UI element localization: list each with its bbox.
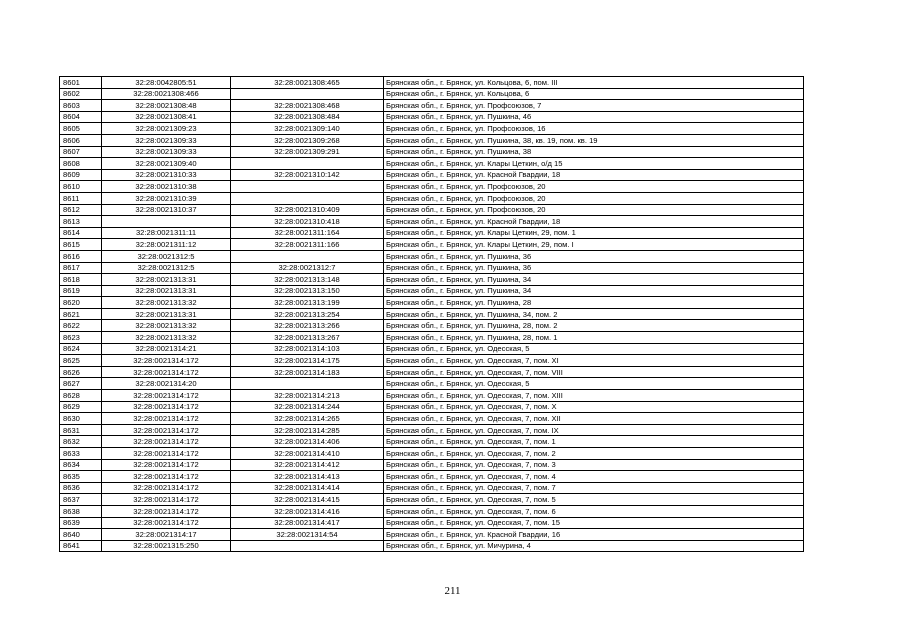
building-cadastral-number-cell: 32:28:0021314:415 bbox=[231, 494, 384, 506]
address-cell: Брянская обл., г. Брянск, ул. Одесская, 5 bbox=[384, 378, 804, 390]
building-cadastral-number-cell bbox=[231, 540, 384, 552]
parcel-cadastral-number-cell bbox=[102, 216, 231, 228]
parcel-cadastral-number-cell: 32:28:0021308:466 bbox=[102, 88, 231, 100]
table-row bbox=[60, 100, 804, 112]
row-number-cell: 8635 bbox=[60, 471, 102, 483]
address-cell: Брянская обл., г. Брянск, ул. Одесская, 7, пом. IX bbox=[384, 424, 804, 436]
parcel-cadastral-number-cell: 32:28:0021313:32 bbox=[102, 297, 231, 309]
building-cadastral-number-cell: 32:28:0021314:416 bbox=[231, 505, 384, 517]
building-cadastral-number-cell: 32:28:0021311:166 bbox=[231, 239, 384, 251]
address-cell: Брянская обл., г. Брянск, ул. Профсоюзов, 20 bbox=[384, 192, 804, 204]
parcel-cadastral-number-cell: 32:28:0021312:5 bbox=[102, 250, 231, 262]
table-row bbox=[60, 297, 804, 309]
row-number-cell: 8639 bbox=[60, 517, 102, 529]
table-row bbox=[60, 192, 804, 204]
table-row bbox=[60, 413, 804, 425]
row-number-cell: 8605 bbox=[60, 123, 102, 135]
address-cell: Брянская обл., г. Брянск, ул. Одесская, 7, пом. X bbox=[384, 401, 804, 413]
row-number-cell: 8607 bbox=[60, 146, 102, 158]
building-cadastral-number-cell: 32:28:0021313:199 bbox=[231, 297, 384, 309]
building-cadastral-number-cell: 32:28:0021314:175 bbox=[231, 355, 384, 367]
address-cell: Брянская обл., г. Брянск, ул. Кольцова, 6, пом. III bbox=[384, 77, 804, 89]
parcel-cadastral-number-cell: 32:28:0021314:172 bbox=[102, 355, 231, 367]
address-cell: Брянская обл., г. Брянск, ул. Профсоюзов, 16 bbox=[384, 123, 804, 135]
building-cadastral-number-cell: 32:28:0021314:265 bbox=[231, 413, 384, 425]
parcel-cadastral-number-cell: 32:28:0021310:38 bbox=[102, 181, 231, 193]
parcel-cadastral-number-cell: 32:28:0021313:31 bbox=[102, 285, 231, 297]
building-cadastral-number-cell: 32:28:0021314:406 bbox=[231, 436, 384, 448]
table-row bbox=[60, 239, 804, 251]
row-number-cell: 8614 bbox=[60, 227, 102, 239]
parcel-cadastral-number-cell: 32:28:0021312:5 bbox=[102, 262, 231, 274]
parcel-cadastral-number-cell: 32:28:0021314:172 bbox=[102, 471, 231, 483]
parcel-cadastral-number-cell: 32:28:0021314:172 bbox=[102, 436, 231, 448]
table-row bbox=[60, 401, 804, 413]
row-number-cell: 8626 bbox=[60, 366, 102, 378]
row-number-cell: 8640 bbox=[60, 529, 102, 541]
row-number-cell: 8602 bbox=[60, 88, 102, 100]
row-number-cell: 8634 bbox=[60, 459, 102, 471]
table-row bbox=[60, 482, 804, 494]
parcel-cadastral-number-cell: 32:28:0021309:33 bbox=[102, 134, 231, 146]
row-number-cell: 8625 bbox=[60, 355, 102, 367]
row-number-cell: 8617 bbox=[60, 262, 102, 274]
parcel-cadastral-number-cell: 32:28:0021315:250 bbox=[102, 540, 231, 552]
table-row bbox=[60, 505, 804, 517]
parcel-cadastral-number-cell: 32:28:0021308:41 bbox=[102, 111, 231, 123]
parcel-cadastral-number-cell: 32:28:0021313:32 bbox=[102, 320, 231, 332]
building-cadastral-number-cell bbox=[231, 181, 384, 193]
parcel-cadastral-number-cell: 32:28:0021309:33 bbox=[102, 146, 231, 158]
parcel-cadastral-number-cell: 32:28:0021314:172 bbox=[102, 459, 231, 471]
table-row bbox=[60, 390, 804, 402]
table-row bbox=[60, 308, 804, 320]
parcel-cadastral-number-cell: 32:28:0021309:40 bbox=[102, 158, 231, 170]
building-cadastral-number-cell: 32:28:0021314:183 bbox=[231, 366, 384, 378]
building-cadastral-number-cell: 32:28:0021312:7 bbox=[231, 262, 384, 274]
building-cadastral-number-cell: 32:28:0021314:103 bbox=[231, 343, 384, 355]
registry-table bbox=[59, 76, 804, 552]
address-cell: Брянская обл., г. Брянск, ул. Красной Гвардии, 18 bbox=[384, 169, 804, 181]
table-row bbox=[60, 529, 804, 541]
table-row bbox=[60, 77, 804, 89]
address-cell: Брянская обл., г. Брянск, ул. Кольцова, 6 bbox=[384, 88, 804, 100]
address-cell: Брянская обл., г. Брянск, ул. Одесская, 7, пом. 5 bbox=[384, 494, 804, 506]
row-number-cell: 8618 bbox=[60, 274, 102, 286]
address-cell: Брянская обл., г. Брянск, ул. Одесская, 5 bbox=[384, 343, 804, 355]
table-row bbox=[60, 471, 804, 483]
table-row bbox=[60, 517, 804, 529]
parcel-cadastral-number-cell: 32:28:0021314:21 bbox=[102, 343, 231, 355]
address-cell: Брянская обл., г. Брянск, ул. Пушкина, 28, пом. 2 bbox=[384, 320, 804, 332]
row-number-cell: 8606 bbox=[60, 134, 102, 146]
building-cadastral-number-cell: 32:28:0021314:244 bbox=[231, 401, 384, 413]
row-number-cell: 8633 bbox=[60, 448, 102, 460]
parcel-cadastral-number-cell: 32:28:0021313:32 bbox=[102, 332, 231, 344]
building-cadastral-number-cell: 32:28:0021314:54 bbox=[231, 529, 384, 541]
building-cadastral-number-cell: 32:28:0021313:150 bbox=[231, 285, 384, 297]
row-number-cell: 8621 bbox=[60, 308, 102, 320]
parcel-cadastral-number-cell: 32:28:0021314:17 bbox=[102, 529, 231, 541]
table-row bbox=[60, 448, 804, 460]
building-cadastral-number-cell: 32:28:0021313:254 bbox=[231, 308, 384, 320]
parcel-cadastral-number-cell: 32:28:0021314:172 bbox=[102, 517, 231, 529]
row-number-cell: 8636 bbox=[60, 482, 102, 494]
table-row bbox=[60, 285, 804, 297]
building-cadastral-number-cell: 32:28:0021311:164 bbox=[231, 227, 384, 239]
table-row bbox=[60, 158, 804, 170]
building-cadastral-number-cell bbox=[231, 250, 384, 262]
building-cadastral-number-cell: 32:28:0021310:418 bbox=[231, 216, 384, 228]
table-row bbox=[60, 227, 804, 239]
parcel-cadastral-number-cell: 32:28:0021311:12 bbox=[102, 239, 231, 251]
building-cadastral-number-cell bbox=[231, 192, 384, 204]
building-cadastral-number-cell: 32:28:0021308:484 bbox=[231, 111, 384, 123]
parcel-cadastral-number-cell: 32:28:0021310:37 bbox=[102, 204, 231, 216]
parcel-cadastral-number-cell: 32:28:0021310:39 bbox=[102, 192, 231, 204]
parcel-cadastral-number-cell: 32:28:0021310:33 bbox=[102, 169, 231, 181]
building-cadastral-number-cell: 32:28:0021309:268 bbox=[231, 134, 384, 146]
table-row bbox=[60, 320, 804, 332]
address-cell: Брянская обл., г. Брянск, ул. Пушкина, 28, пом. 1 bbox=[384, 332, 804, 344]
parcel-cadastral-number-cell: 32:28:0021314:172 bbox=[102, 505, 231, 517]
building-cadastral-number-cell: 32:28:0021309:291 bbox=[231, 146, 384, 158]
building-cadastral-number-cell: 32:28:0021314:213 bbox=[231, 390, 384, 402]
row-number-cell: 8637 bbox=[60, 494, 102, 506]
address-cell: Брянская обл., г. Брянск, ул. Одесская, 7, пом. XI bbox=[384, 355, 804, 367]
parcel-cadastral-number-cell: 32:28:0021314:172 bbox=[102, 424, 231, 436]
row-number-cell: 8612 bbox=[60, 204, 102, 216]
parcel-cadastral-number-cell: 32:28:0021313:31 bbox=[102, 308, 231, 320]
table-row bbox=[60, 123, 804, 135]
building-cadastral-number-cell: 32:28:0021314:414 bbox=[231, 482, 384, 494]
parcel-cadastral-number-cell: 32:28:0021314:172 bbox=[102, 448, 231, 460]
building-cadastral-number-cell: 32:28:0021314:413 bbox=[231, 471, 384, 483]
building-cadastral-number-cell: 32:28:0021310:409 bbox=[231, 204, 384, 216]
building-cadastral-number-cell: 32:28:0021314:410 bbox=[231, 448, 384, 460]
table-row bbox=[60, 88, 804, 100]
table-row bbox=[60, 436, 804, 448]
address-cell: Брянская обл., г. Брянск, ул. Пушкина, 34, пом. 2 bbox=[384, 308, 804, 320]
table-row bbox=[60, 146, 804, 158]
table-row bbox=[60, 424, 804, 436]
table-row bbox=[60, 262, 804, 274]
row-number-cell: 8616 bbox=[60, 250, 102, 262]
registry-table-body bbox=[60, 77, 804, 552]
table-row bbox=[60, 274, 804, 286]
parcel-cadastral-number-cell: 32:28:0021314:172 bbox=[102, 401, 231, 413]
address-cell: Брянская обл., г. Брянск, ул. Мичурина, 4 bbox=[384, 540, 804, 552]
table-row bbox=[60, 169, 804, 181]
parcel-cadastral-number-cell: 32:28:0021314:172 bbox=[102, 482, 231, 494]
table-row bbox=[60, 343, 804, 355]
building-cadastral-number-cell: 32:28:0021314:285 bbox=[231, 424, 384, 436]
table-row bbox=[60, 494, 804, 506]
row-number-cell: 8603 bbox=[60, 100, 102, 112]
row-number-cell: 8611 bbox=[60, 192, 102, 204]
row-number-cell: 8610 bbox=[60, 181, 102, 193]
building-cadastral-number-cell: 32:28:0021313:266 bbox=[231, 320, 384, 332]
building-cadastral-number-cell bbox=[231, 378, 384, 390]
row-number-cell: 8623 bbox=[60, 332, 102, 344]
building-cadastral-number-cell: 32:28:0021310:142 bbox=[231, 169, 384, 181]
parcel-cadastral-number-cell: 32:28:0021308:48 bbox=[102, 100, 231, 112]
address-cell: Брянская обл., г. Брянск, ул. Одесская, 7, пом. XIII bbox=[384, 390, 804, 402]
building-cadastral-number-cell bbox=[231, 158, 384, 170]
row-number-cell: 8609 bbox=[60, 169, 102, 181]
table-row bbox=[60, 134, 804, 146]
page-number: 211 bbox=[444, 585, 461, 597]
building-cadastral-number-cell: 32:28:0021314:417 bbox=[231, 517, 384, 529]
table-row bbox=[60, 181, 804, 193]
address-cell: Брянская обл., г. Брянск, ул. Одесская, 7, пом. 4 bbox=[384, 471, 804, 483]
row-number-cell: 8630 bbox=[60, 413, 102, 425]
building-cadastral-number-cell bbox=[231, 88, 384, 100]
row-number-cell: 8622 bbox=[60, 320, 102, 332]
address-cell: Брянская обл., г. Брянск, ул. Одесская, 7, пом. VIII bbox=[384, 366, 804, 378]
address-cell: Брянская обл., г. Брянск, ул. Пушкина, 36 bbox=[384, 262, 804, 274]
row-number-cell: 8628 bbox=[60, 390, 102, 402]
address-cell: Брянская обл., г. Брянск, ул. Пушкина, 46 bbox=[384, 111, 804, 123]
row-number-cell: 8638 bbox=[60, 505, 102, 517]
row-number-cell: 8619 bbox=[60, 285, 102, 297]
address-cell: Брянская обл., г. Брянск, ул. Пушкина, 38, кв. 19, пом. кв. 19 bbox=[384, 134, 804, 146]
row-number-cell: 8615 bbox=[60, 239, 102, 251]
address-cell: Брянская обл., г. Брянск, ул. Одесская, 7, пом. 2 bbox=[384, 448, 804, 460]
row-number-cell: 8641 bbox=[60, 540, 102, 552]
address-cell: Брянская обл., г. Брянск, ул. Одесская, 7, пом. 7 bbox=[384, 482, 804, 494]
table-row bbox=[60, 366, 804, 378]
address-cell: Брянская обл., г. Брянск, ул. Клары Цеткин, 29, пом. I bbox=[384, 239, 804, 251]
address-cell: Брянская обл., г. Брянск, ул. Профсоюзов, 20 bbox=[384, 204, 804, 216]
building-cadastral-number-cell: 32:28:0021308:468 bbox=[231, 100, 384, 112]
parcel-cadastral-number-cell: 32:28:0021314:172 bbox=[102, 390, 231, 402]
parcel-cadastral-number-cell: 32:28:0042805:51 bbox=[102, 77, 231, 89]
table-row bbox=[60, 332, 804, 344]
parcel-cadastral-number-cell: 32:28:0021313:31 bbox=[102, 274, 231, 286]
parcel-cadastral-number-cell: 32:28:0021314:172 bbox=[102, 366, 231, 378]
address-cell: Брянская обл., г. Брянск, ул. Пушкина, 34 bbox=[384, 274, 804, 286]
building-cadastral-number-cell: 32:28:0021314:412 bbox=[231, 459, 384, 471]
table-row bbox=[60, 111, 804, 123]
address-cell: Брянская обл., г. Брянск, ул. Одесская, 7, пом. 1 bbox=[384, 436, 804, 448]
building-cadastral-number-cell: 32:28:0021308:465 bbox=[231, 77, 384, 89]
building-cadastral-number-cell: 32:28:0021313:148 bbox=[231, 274, 384, 286]
address-cell: Брянская обл., г. Брянск, ул. Профсоюзов, 20 bbox=[384, 181, 804, 193]
address-cell: Брянская обл., г. Брянск, ул. Профсоюзов, 7 bbox=[384, 100, 804, 112]
parcel-cadastral-number-cell: 32:28:0021314:172 bbox=[102, 494, 231, 506]
address-cell: Брянская обл., г. Брянск, ул. Пушкина, 34 bbox=[384, 285, 804, 297]
parcel-cadastral-number-cell: 32:28:0021314:172 bbox=[102, 413, 231, 425]
row-number-cell: 8604 bbox=[60, 111, 102, 123]
table-row bbox=[60, 540, 804, 552]
address-cell: Брянская обл., г. Брянск, ул. Одесская, 7, пом. 6 bbox=[384, 505, 804, 517]
address-cell: Брянская обл., г. Брянск, ул. Пушкина, 38 bbox=[384, 146, 804, 158]
row-number-cell: 8624 bbox=[60, 343, 102, 355]
table-row bbox=[60, 378, 804, 390]
table-row bbox=[60, 355, 804, 367]
table-row bbox=[60, 204, 804, 216]
table-row bbox=[60, 216, 804, 228]
table-row bbox=[60, 459, 804, 471]
row-number-cell: 8629 bbox=[60, 401, 102, 413]
row-number-cell: 8601 bbox=[60, 77, 102, 89]
parcel-cadastral-number-cell: 32:28:0021314:20 bbox=[102, 378, 231, 390]
address-cell: Брянская обл., г. Брянск, ул. Одесская, 7, пом. 15 bbox=[384, 517, 804, 529]
address-cell: Брянская обл., г. Брянск, ул. Красной Гвардии, 16 bbox=[384, 529, 804, 541]
address-cell: Брянская обл., г. Брянск, ул. Клары Цеткин, о/д 15 bbox=[384, 158, 804, 170]
address-cell: Брянская обл., г. Брянск, ул. Одесская, 7, пом. 3 bbox=[384, 459, 804, 471]
building-cadastral-number-cell: 32:28:0021313:267 bbox=[231, 332, 384, 344]
address-cell: Брянская обл., г. Брянск, ул. Красной Гвардии, 18 bbox=[384, 216, 804, 228]
address-cell: Брянская обл., г. Брянск, ул. Одесская, 7, пом. XII bbox=[384, 413, 804, 425]
row-number-cell: 8627 bbox=[60, 378, 102, 390]
parcel-cadastral-number-cell: 32:28:0021311:11 bbox=[102, 227, 231, 239]
row-number-cell: 8620 bbox=[60, 297, 102, 309]
row-number-cell: 8631 bbox=[60, 424, 102, 436]
address-cell: Брянская обл., г. Брянск, ул. Клары Цеткин, 29, пом. 1 bbox=[384, 227, 804, 239]
building-cadastral-number-cell: 32:28:0021309:140 bbox=[231, 123, 384, 135]
row-number-cell: 8632 bbox=[60, 436, 102, 448]
row-number-cell: 8608 bbox=[60, 158, 102, 170]
table-row bbox=[60, 250, 804, 262]
parcel-cadastral-number-cell: 32:28:0021309:23 bbox=[102, 123, 231, 135]
row-number-cell: 8613 bbox=[60, 216, 102, 228]
address-cell: Брянская обл., г. Брянск, ул. Пушкина, 28 bbox=[384, 297, 804, 309]
address-cell: Брянская обл., г. Брянск, ул. Пушкина, 36 bbox=[384, 250, 804, 262]
